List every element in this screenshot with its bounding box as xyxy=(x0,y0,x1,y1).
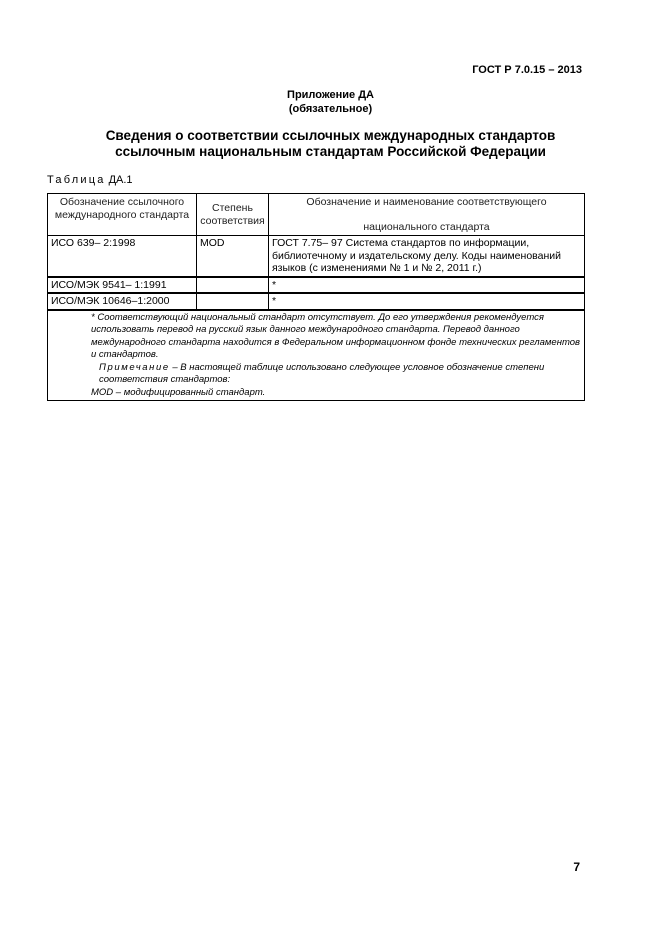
cell-standard: ИСО 639– 2:1998 xyxy=(48,236,197,277)
cell-degree xyxy=(197,293,269,310)
table-notes-row xyxy=(48,310,585,401)
section-title-line-2: ссылочным национальным стандартам Российской Федерации xyxy=(115,144,546,159)
table-caption-word: Таблица xyxy=(47,174,106,186)
table-notes xyxy=(48,310,585,401)
header-degree: Степень соответствия xyxy=(200,202,265,227)
note-label: Примечание xyxy=(99,361,170,373)
footnote-text: * Соответствующий национальный стандарт отсутствует. До его утверждения рекомендуется использовать перевод на русский язык данного международного стандарта. Перевод данного международного стандарта находится в Федеральном информационном фонде технических регламентов и стандартов. xyxy=(91,311,580,360)
page-number: 7 xyxy=(573,860,580,874)
cell-degree xyxy=(197,277,269,294)
cell-national: * xyxy=(269,277,585,294)
header-national-line-1: Обозначение и наименование соответствующего xyxy=(306,196,547,208)
annex-status: (обязательное) xyxy=(288,103,373,115)
cell-degree: MOD xyxy=(197,236,269,277)
header-international-standard: Обозначение ссылочного международного стандарта xyxy=(48,194,197,236)
cell-standard: ИСО/МЭК 10646–1:2000 xyxy=(48,293,197,310)
cell-national: * xyxy=(269,293,585,310)
note-text: – В настоящей таблице использовано следующее условное обозначение степени соответствия стандартов: xyxy=(99,361,545,385)
cell-national: ГОСТ 7.75– 97 Система стандартов по информации, библиотечному и издательскому делу. Коды наименований языков (с изменениями № 1 и № 2, 2011 г.) xyxy=(269,236,585,277)
table-caption xyxy=(47,174,133,186)
table-caption-id: ДА.1 xyxy=(108,174,133,186)
annex-title: Приложение ДА xyxy=(287,89,374,101)
section-title xyxy=(0,128,661,160)
cell-standard: ИСО/МЭК 9541– 1:1991 xyxy=(48,277,197,294)
table-row xyxy=(48,236,585,277)
mod-definition: MOD – модифицированный стандарт. xyxy=(91,386,266,398)
annex-heading xyxy=(0,88,661,116)
note-block xyxy=(51,362,581,387)
header-national-line-2: национального стандарта xyxy=(363,220,490,233)
conformity-table xyxy=(47,193,585,401)
header-national-cell xyxy=(269,194,585,236)
table-row xyxy=(48,277,585,294)
table-row xyxy=(48,293,585,310)
header-degree-cell xyxy=(197,194,269,236)
table-header-row xyxy=(48,194,585,236)
section-title-line-1: Сведения о соответствии ссылочных международных стандартов xyxy=(105,128,556,143)
document-code: ГОСТ Р 7.0.15 – 2013 xyxy=(472,64,582,76)
